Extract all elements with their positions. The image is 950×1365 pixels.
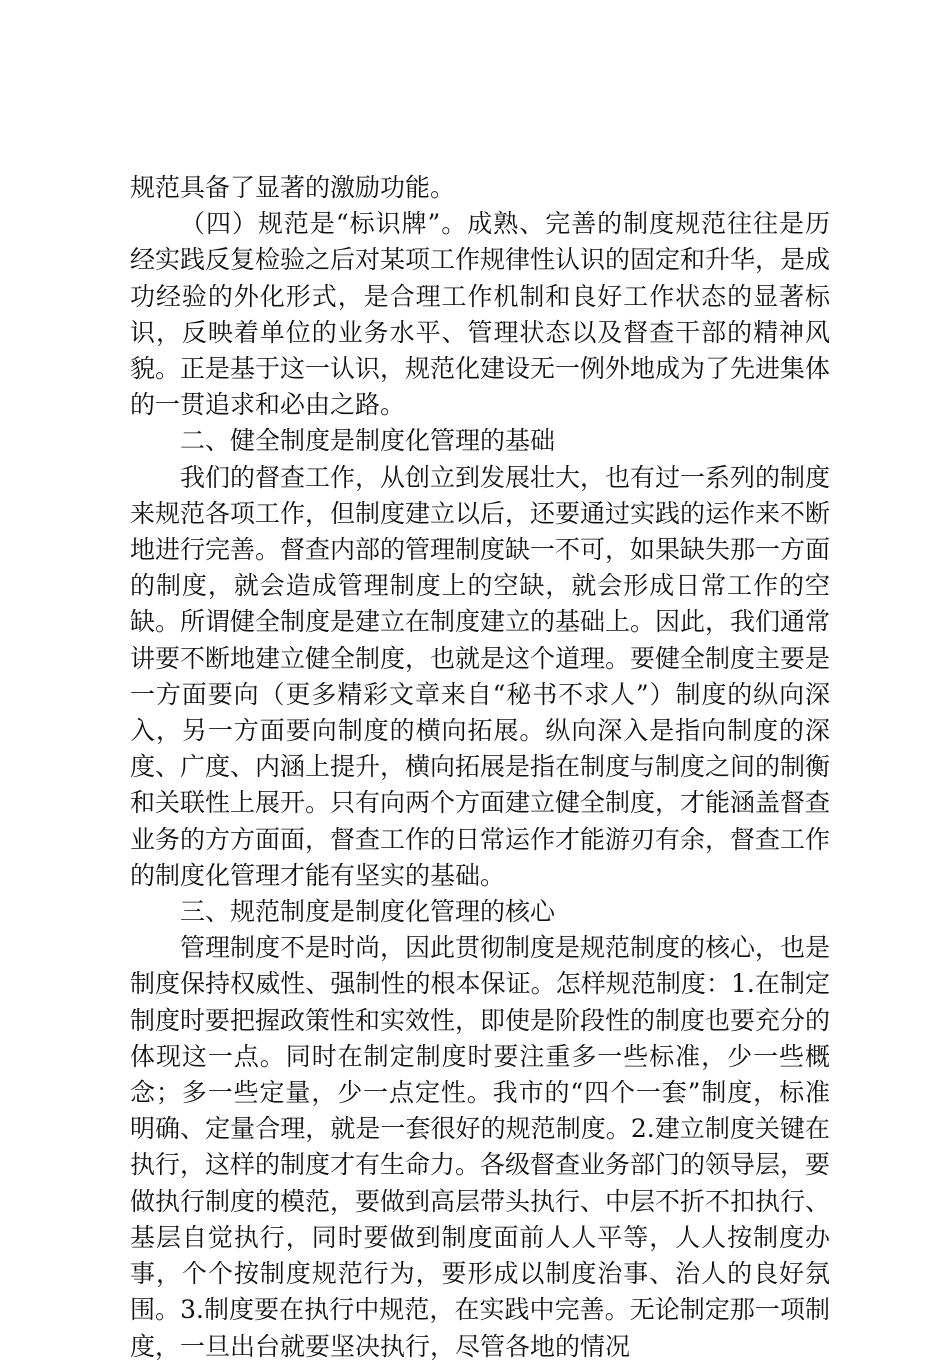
paragraph-section-4: （四）规范是“标识牌”。成熟、完善的制度规范往往是历经实践反复检验之后对某项工作规律性认识的固定和升华，是成功经验的外化形式，是合理工作机制和良好工作状态的显著标识，反映着单位的业务水平、管理状态以及督查干部的精神风貌。正是基于这一认识，规范化建设无一例外地成为了先进集体的一贯追求和必由之路。 [130, 209, 831, 420]
section-heading-2: 二、健全制度是制度化管理的基础 [180, 426, 556, 456]
section-heading-3: 三、规范制度是制度化管理的核心 [180, 897, 556, 927]
document-body [130, 170, 830, 1365]
paragraph-continuation: 规范具备了显著的激励功能。 [130, 173, 456, 202]
paragraph-sound-system: 我们的督查工作，从创立到发展壮大，也有过一系列的制度来规范各项工作，但制度建立以后，还要通过实践的运作来不断地进行完善。督查内部的管理制度缺一不可，如果缺失那一方面的制度，就会造成管理制度上的空缺，就会形成日常工作的空缺。所谓健全制度是建立在制度建立的基础上。因此，我们通常讲要不断地建立健全制度，也就是这个道理。要健全制度主要是一方面要向（更多精彩文章来自“秘书不求人”）制度的纵向深入，另一方面要向制度的横向拓展。纵向深入是指向制度的深度、广度、内涵上提升，横向拓展是指在制度与制度之间的制衡和关联性上展开。只有向两个方面建立健全制度，才能涵盖督查业务的方方面面，督查工作的日常运作才能游刃有余，督查工作的制度化管理才能有坚实的基础。 [130, 462, 831, 890]
paragraph-standardize-system: 管理制度不是时尚，因此贯彻制度是规范制度的核心，也是制度保持权威性、强制性的根本保证。怎样规范制度：1.在制定制度时要把握政策性和实效性，即使是阶段性的制度也要充分的体现这一点。同时在制定制度时要注重多一些标准，少一些概念；多一些定量，少一点定性。我市的“四个一套”制度，标准明确、定量合理，就是一套很好的规范制度。2.建立制度关键在执行，这样的制度才有生命力。各级督查业务部门的领导层，要做执行制度的模范，要做到高层带头执行、中层不折不扣执行、基层自觉执行，同时要做到制度面前人人平等，人人按制度办事，个个按制度规范行为，要形成以制度治事、治人的良好氛围。3.制度要在执行中规范，在实践中完善。无论制定那一项制度，一旦出台就要坚决执行，尽管各地的情况 [130, 933, 831, 1361]
